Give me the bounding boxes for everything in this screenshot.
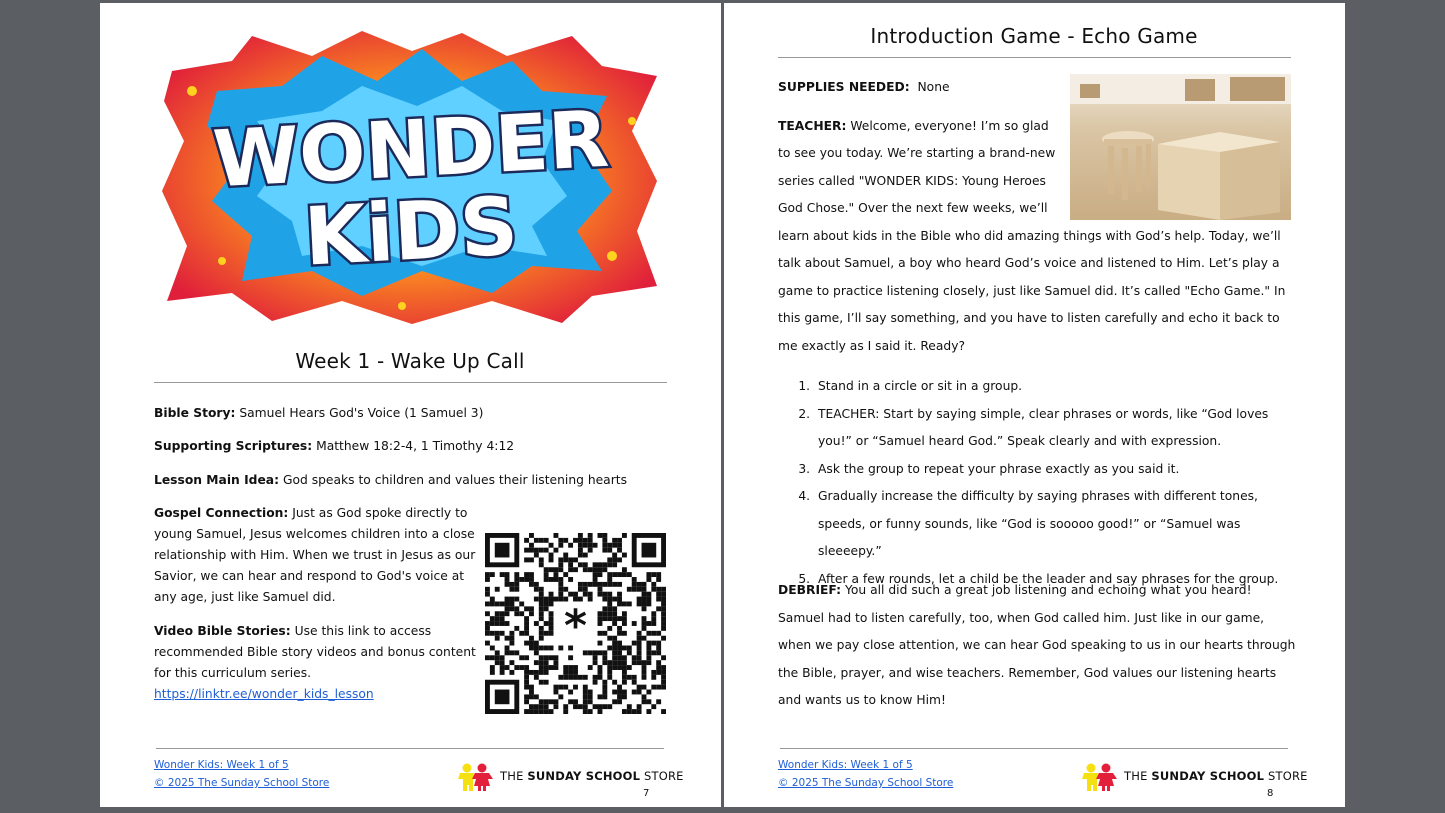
gospel-connection: Gospel Connection: Just as God spoke directly to young Samuel, Jesus welcomes children into a close relationship with Him. When we trust in Jesus as our Savior, we can hear and respond to God's voice at any age, just like Samuel did.	[154, 506, 476, 604]
series-link[interactable]: Wonder Kids: Week 1 of 5	[778, 759, 913, 771]
list-item: 1. Stand in a circle or sit in a group.	[814, 373, 1298, 401]
list-item: 4. Gradually increase the difficulty by saying phrases with different tones, speeds, or funny sounds, like “God is sooooo good!” or “Samuel was sleeeepy.”	[814, 483, 1298, 566]
svg-text:*: *	[563, 600, 588, 652]
debrief: DEBRIEF: You all did such a great job listening and echoing what you heard! Samuel had to listen carefully, too, when God called him. Just like in our game, when we pay close attention, we can hear God speaking to us in our hearts through the Bible, prayer, and wise teachers. Remember, God values our listening hearts and wants us to know Him!	[778, 583, 1296, 707]
sunday-school-store-logo-icon	[456, 763, 496, 791]
copyright-link[interactable]: © 2025 The Sunday School Store	[778, 777, 954, 789]
wonder-kids-logo	[162, 31, 662, 326]
qr-code	[485, 533, 666, 714]
teacher-intro: TEACHER: Welcome, everyone! I’m so glad to see you today. We’re starting a brand-new series called "WONDER KIDS: Young Heroes God Chose." Over the next few weeks, we’ll learn about kids in the Bible who did amazing things with God’s help. Today, we’ll talk about Samuel, a boy who heard God’s voice and listened to Him. Let’s play a game to practice listening closely, just like Samuel did. It’s called "Echo Game." In this game, I’ll say something, and you have to listen carefully and echo it back to me exactly as I said it. Ready?	[778, 118, 1286, 353]
svg-text:WONDER: WONDER	[210, 94, 611, 206]
footer-links	[778, 756, 953, 792]
page-title: Week 1 - Wake Up Call	[295, 349, 525, 373]
lesson-main-idea: Lesson Main Idea: God speaks to children and values their listening hearts	[154, 473, 628, 487]
list-item: 3. Ask the group to repeat your phrase exactly as you said it.	[814, 456, 1298, 484]
brand-name: THE SUNDAY SCHOOL STORE	[500, 769, 684, 783]
supplies-needed: SUPPLIES NEEDED: None	[778, 80, 950, 94]
series-link[interactable]: Wonder Kids: Week 1 of 5	[154, 759, 289, 771]
sunday-school-store-logo-icon	[1080, 763, 1120, 791]
page-title: Introduction Game - Echo Game	[870, 24, 1198, 48]
page-number: 7	[643, 788, 650, 799]
list-item: 5. After a few rounds, let a child be the leader and say phrases for the group.	[814, 566, 1298, 594]
game-steps	[778, 373, 1298, 593]
brand-name: THE SUNDAY SCHOOL STORE	[1124, 769, 1308, 783]
video-bible-stories: Video Bible Stories: Use this link to access recommended Bible story videos and bonus content for this curriculum series. https://linktr.ee/wonder_kids_lesson	[154, 624, 476, 701]
page-8	[724, 3, 1345, 807]
supporting-scriptures: Supporting Scriptures: Matthew 18:2-4, 1 Timothy 4:12	[154, 439, 515, 453]
video-link[interactable]: https://linktr.ee/wonder_kids_lesson	[154, 687, 374, 701]
svg-text:KiDS: KiDS	[301, 179, 520, 284]
page-7	[100, 3, 721, 807]
copyright-link[interactable]: © 2025 The Sunday School Store	[154, 777, 330, 789]
page-number: 8	[1267, 788, 1274, 799]
footer-links	[154, 756, 329, 792]
bible-story: Bible Story: Samuel Hears God's Voice (1 Samuel 3)	[154, 406, 484, 420]
list-item: 2. TEACHER: Start by saying simple, clear phrases or words, like “God loves you!” or “Samuel heard God.” Speak clearly and with expression.	[814, 401, 1298, 456]
classroom-stools-photo	[1070, 74, 1291, 220]
